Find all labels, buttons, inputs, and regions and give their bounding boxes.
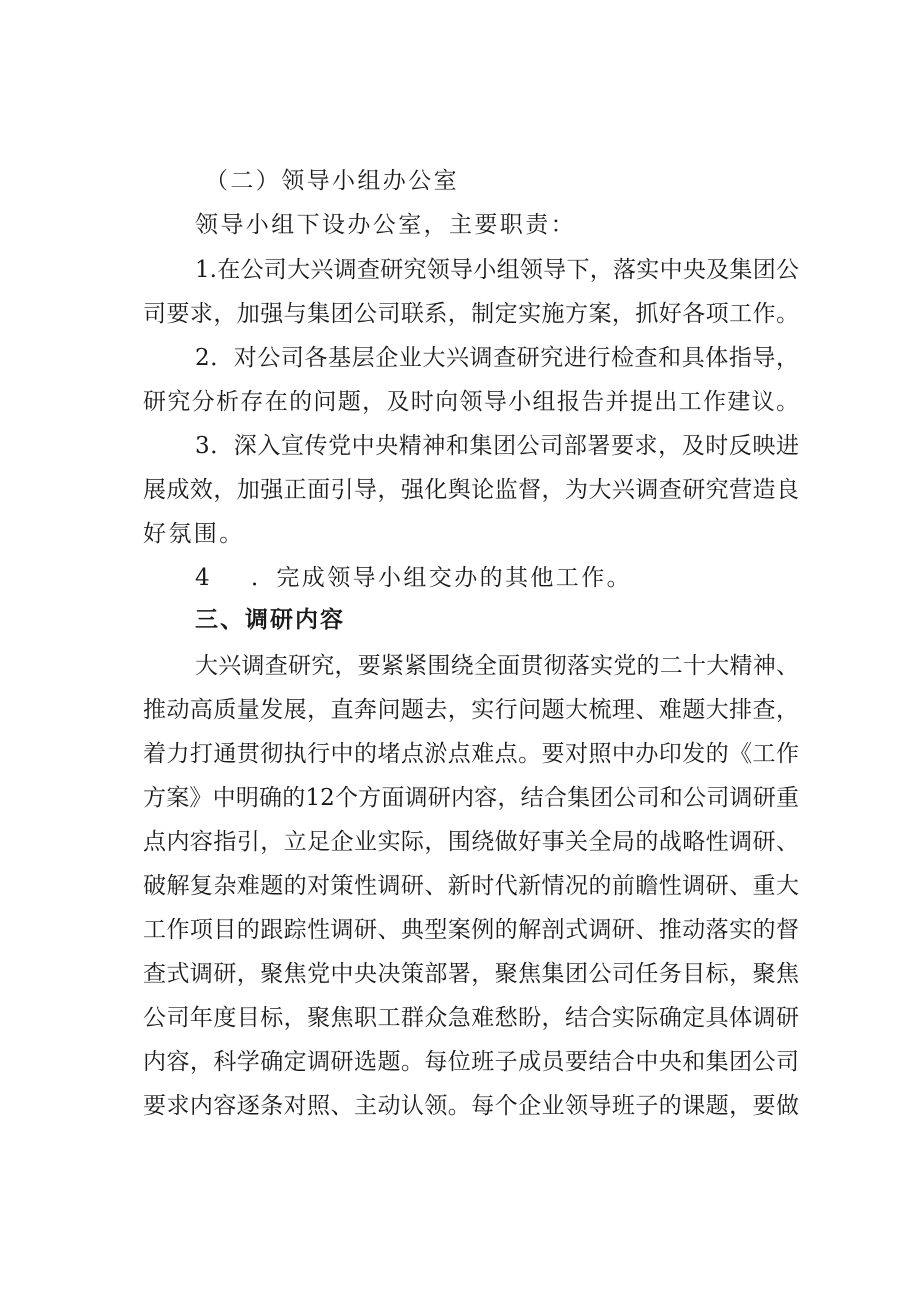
- content-line-10: 内容，科学确定调研选题。每位班子成员要结合中央和集团公司: [143, 1049, 799, 1075]
- duty-2-line-2: 研究分析存在的问题，及时向领导小组报告并提出工作建议。: [143, 389, 799, 415]
- content-line-1: 大兴调查研究，要紧紧围绕全面贯彻落实党的二十大精神、: [195, 653, 799, 679]
- duty-3-line-2: 展成效，加强正面引导，强化舆论监督，为大兴调查研究营造良: [143, 477, 799, 503]
- section-sub-heading: （二）领导小组办公室: [205, 168, 459, 194]
- content-line-11: 要求内容逐条对照、主动认领。每个企业领导班子的课题，要做: [143, 1093, 799, 1119]
- duty-3-line-1: 3．深入宣传党中央精神和集团公司部署要求，及时反映进: [195, 433, 799, 459]
- duty-2-line-1: 2．对公司各基层企业大兴调查研究进行检查和具体指导，: [195, 345, 799, 371]
- duty-4-text: ．完成领导小组交办的其他工作。: [251, 565, 632, 591]
- content-line-6: 破解复杂难题的对策性调研、新时代新情况的前瞻性调研、重大: [143, 873, 799, 899]
- content-line-2: 推动高质量发展，直奔问题去，实行问题大梳理、难题大排查，: [143, 697, 799, 723]
- duty-1-line-2: 司要求，加强与集团公司联系，制定实施方案，抓好各项工作。: [143, 301, 799, 327]
- content-line-4: 方案》中明确的12个方面调研内容，结合集团公司和公司调研重: [143, 785, 799, 811]
- duty-1-line-1: 1.在公司大兴调查研究领导小组领导下，落实中央及集团公: [195, 257, 799, 283]
- section-heading: 三、调研内容: [195, 607, 345, 633]
- duty-4: [195, 563, 632, 593]
- office-intro: 领导小组下设办公室，主要职责：: [195, 212, 576, 238]
- duty-4-number: 4: [195, 565, 213, 591]
- duty-3-line-3: 好氛围。: [143, 521, 245, 547]
- content-line-7: 工作项目的跟踪性调研、典型案例的解剖式调研、推动落实的督: [143, 917, 799, 943]
- content-line-9: 公司年度目标，聚焦职工群众急难愁盼，结合实际确定具体调研: [143, 1005, 799, 1031]
- content-line-8: 查式调研，聚焦党中央决策部署，聚焦集团公司任务目标，聚焦: [143, 961, 799, 987]
- content-line-5: 点内容指引，立足企业实际，围绕做好事关全局的战略性调研、: [143, 829, 799, 855]
- content-line-3: 着力打通贯彻执行中的堵点淤点难点。要对照中办印发的《工作: [143, 741, 799, 767]
